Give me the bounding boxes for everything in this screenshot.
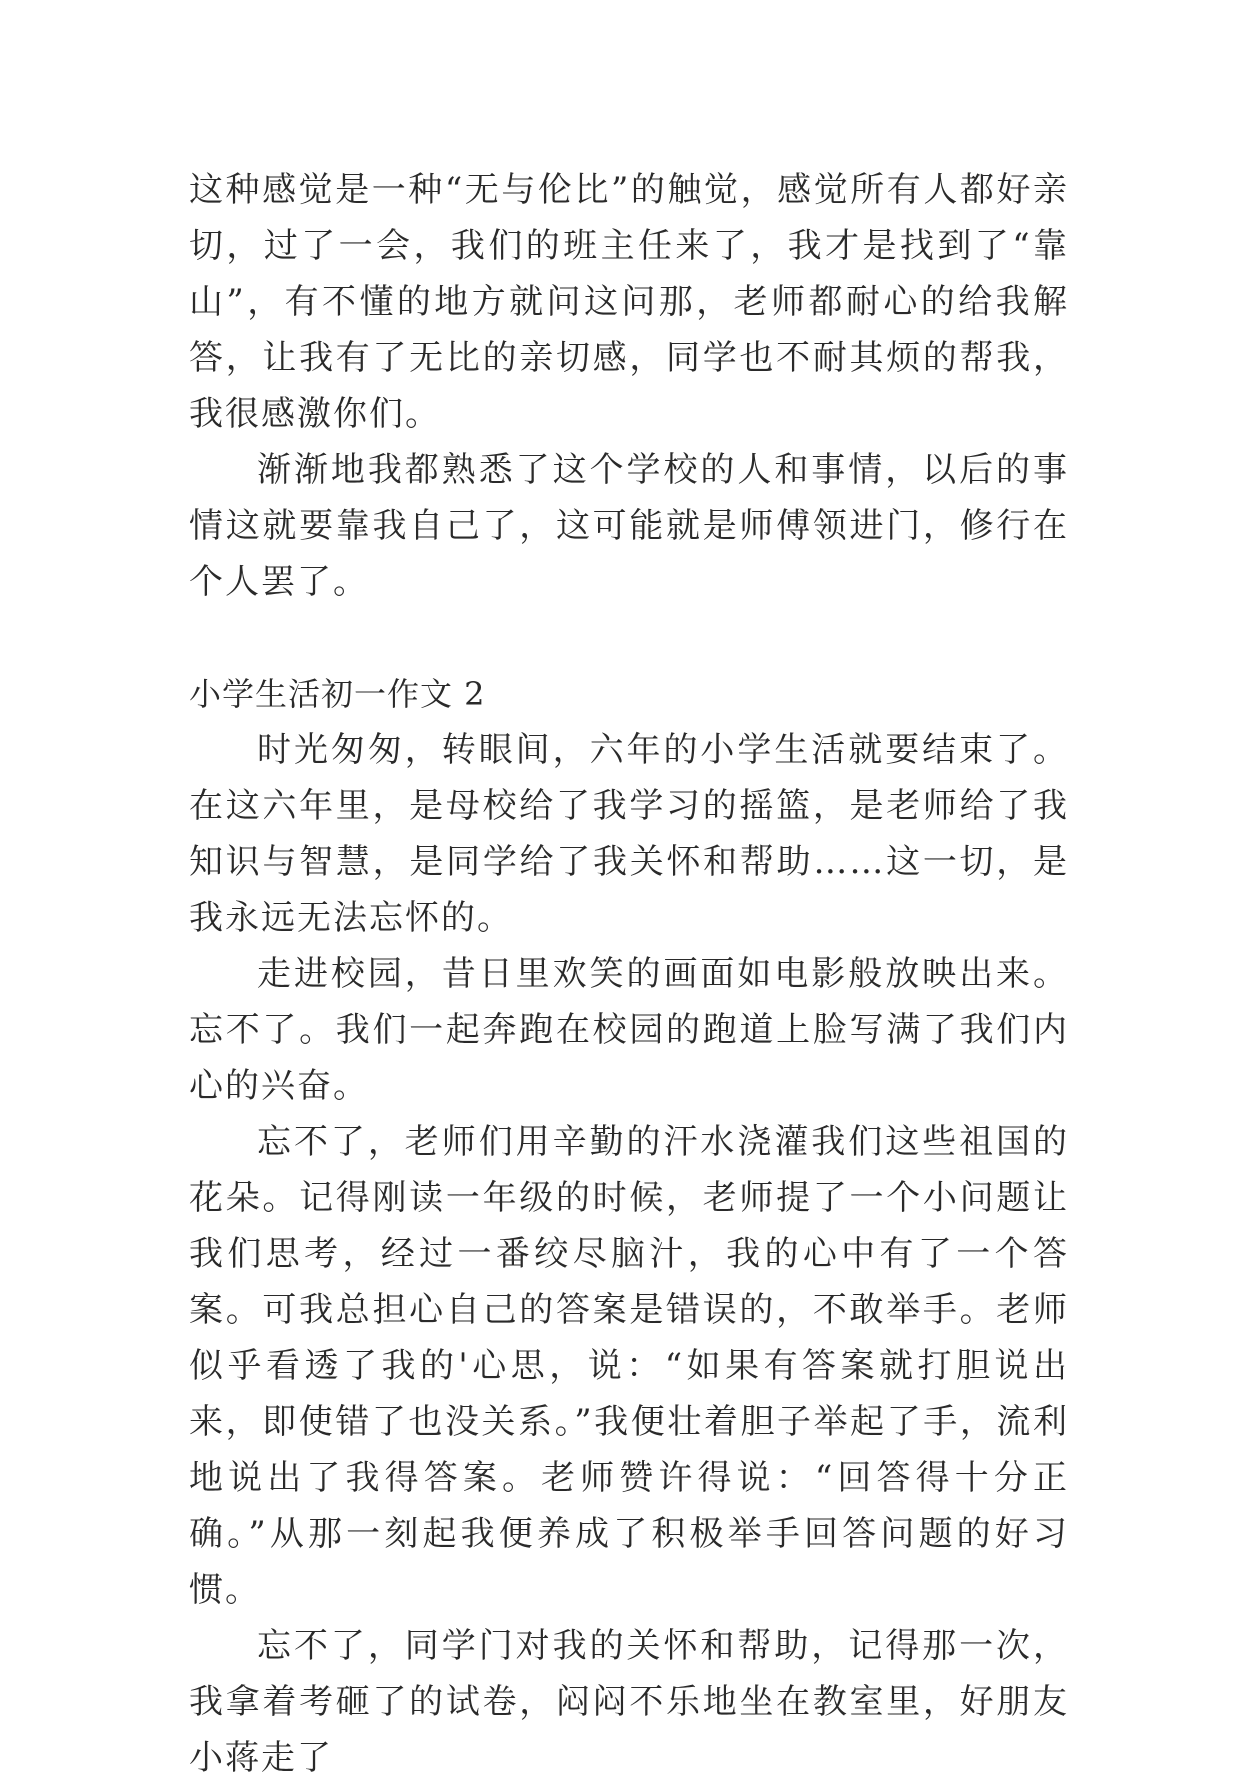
paragraph: 忘不了，老师们用辛勤的汗水浇灌我们这些祖国的花朵。记得刚读一年级的时候，老师提了一个小问题让我们思考，经过一番绞尽脑汁，我的心中有了一个答案。可我总担心自己的答案是错误的，不敢举手。老师似乎看透了我的'心思，说：“如果有答案就打胆说出来，即使错了也没关系。”我便壮着胆子举起了手，流利地说出了我得答案。老师赞许得说：“回答得十分正确。”从那一刻起我便养成了积极举手回答问题的好习惯。 [189, 1122, 1069, 1610]
document-body [189, 162, 1069, 1786]
section-title: 小学生活初一作文 2 [189, 675, 486, 713]
section-spacer [189, 610, 1069, 666]
paragraph-continued: 这种感觉是一种“无与伦比”的触觉，感觉所有人都好亲切，过了一会，我们的班主任来了，我才是找到了“靠山”，有不懂的地方就问这问那，老师都耐心的给我解答，让我有了无比的亲切感，同学也不耐其烦的帮我，我很感激你们。 [189, 170, 1069, 434]
paragraph: 忘不了，同学门对我的关怀和帮助，记得那一次，我拿着考砸了的试卷，闷闷不乐地坐在教室里，好朋友小蒋走了 [189, 1626, 1069, 1778]
paragraph: 走进校园，昔日里欢笑的画面如电影般放映出来。忘不了。我们一起奔跑在校园的跑道上脸写满了我们内心的兴奋。 [189, 954, 1069, 1106]
paragraph: 时光匆匆，转眼间，六年的小学生活就要结束了。在这六年里，是母校给了我学习的摇篮，是老师给了我知识与智慧，是同学给了我关怀和帮助……这一切，是我永远无法忘怀的。 [189, 730, 1069, 938]
paragraph: 渐渐地我都熟悉了这个学校的人和事情，以后的事情这就要靠我自己了，这可能就是师傅领进门，修行在个人罢了。 [189, 450, 1069, 602]
